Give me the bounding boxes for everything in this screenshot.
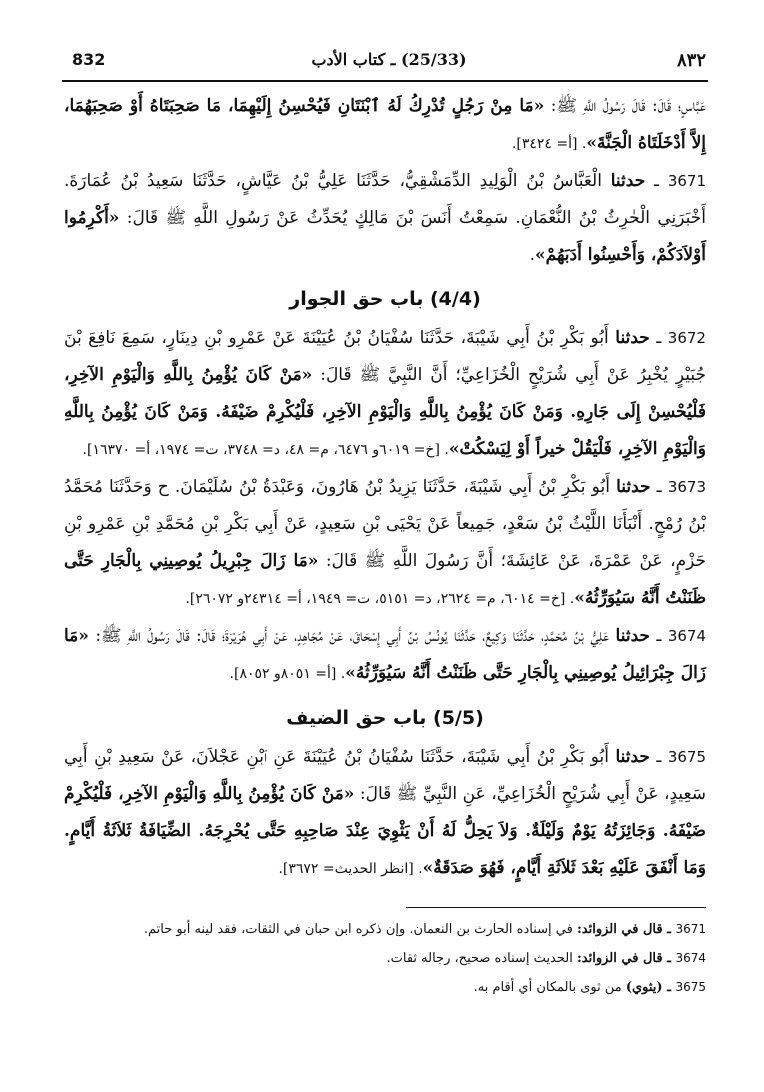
hadith-reference: . [خ= ٦٠١٤، م= ٢٦٢٤، د= ٥١٥١، ت= ١٩٤٩، أ= ٢٤٣١٤و ٢٦٠٧٢]. xyxy=(185,591,575,607)
hadith-3674 xyxy=(64,618,706,693)
hadith-quote: «مَا زَالَ جِبْرِيلُ يُوصِينِي بِالْجَارِ حَتَّى ظَنَنْتُ أَنَّهُ سَيُوَرِّثُهُ» xyxy=(64,551,706,608)
footnote-lead: ـ (يثوي) xyxy=(625,980,676,995)
hadith-reference: . [خ= ٦٠١٩و ٦٤٧٦، م= ٤٨، د= ٣٧٤٨، ت= ١٩٧٤، أ= ١٦٣٧٠]. xyxy=(82,442,449,458)
footnote-text: الحديث إسناده صحيح، رجاله ثقات. xyxy=(386,951,577,966)
page-number-arabic: ٨٣٢ xyxy=(676,50,706,71)
hadith-reference: . [أ= ٣٤٢٤]. xyxy=(511,136,587,152)
header-rule xyxy=(62,80,708,82)
footnote-number: 3675 xyxy=(675,980,706,994)
hadith-number: 3674 xyxy=(667,627,706,645)
hadith-isnad: أَبُو بَكْرِ بْنُ أَبِي شَيْبَةَ، حَدَّثَنَا يَزِيدُ بْنُ هَارُونَ، وَعَبْدَةُ بْنُ سُلَيْمَانَ. ح وَحَدَّثَنَا مُحَمَّدُ بْنُ رُمْحٍ. أَنْبَأَنَا اللَّيْثُ بْنُ سَعْدٍ، جَمِيعاً عَنْ يَحْيَى بْنِ سَعِيدٍ، عَنْ أَبِي بَكْرِ بْنِ مُحَمَّدِ بْنِ عَمْرِو بْنِ حَزْمٍ، عَنْ عَمْرَةَ، عَنْ عَائِشَةَ؛ أَنَّ رَسُولَ اللَّهِ ﷺ قَالَ: xyxy=(64,477,706,571)
hadith-dash: ـ xyxy=(649,328,668,348)
main-text xyxy=(64,88,706,888)
hadith-number: 3671 xyxy=(667,172,706,190)
hadith-isnad: أَبُو بَكْرِ بْنُ أَبِي شَيْبَةَ، حَدَّثَنَا سُفْيَانُ بْنُ عُيَيْنَةَ عَنْ عَمْرِو بْنِ دِينَارٍ، سَمِعَ نَافِعَ بْنَ جُبَيْرٍ يُخْبِرُ عَنْ أَبِي شُرَيْحٍ الْخُزَاعِيِّ؛ أَنَّ النَّبِيَّ ﷺ قَالَ: xyxy=(64,328,706,385)
haddathana-keyword: حدثنا xyxy=(615,626,651,646)
hadith-3675 xyxy=(64,739,706,888)
footnote-3675 xyxy=(64,973,706,1002)
hadith-number: 3672 xyxy=(667,329,706,347)
footnote-number: 3671 xyxy=(675,922,706,936)
haddathana-keyword: حدثنا xyxy=(616,477,651,497)
footnote-lead: ـ قال في الزوائد: xyxy=(576,922,676,937)
footnote-3671 xyxy=(64,915,706,944)
hadith-isnad: الْعَبَّاسُ بْنُ الْوَلِيدِ الدِّمَشْقِيُّ، حَدَّثَنَا عَلِيُّ بْنُ عَيَّاشٍ، حَدَّثَنَا سَعِيدُ بْنُ عُمَارَةَ. أَخْبَرَنِي الْحٰرِثُ بْنُ النُّعْمَانِ. سَمِعْتُ أَنَسَ بْنَ مَالِكٍ يُحَدِّثُ عَنْ رَسُولِ اللَّهِ ﷺ قَالَ: xyxy=(64,171,706,228)
hadith-intro: عَبَّاسٍ؛ قَالَ: قَالَ رَسُولُ اللَّهِ ﷺ: xyxy=(550,96,707,116)
hadith-reference: . [انظر الحديث= ٣٦٧٢]. xyxy=(278,861,423,877)
chapter-heading-dayf: (5/5) باب حق الضيف xyxy=(286,707,484,729)
footnotes xyxy=(64,915,706,1002)
page-header xyxy=(72,50,706,78)
haddathana-keyword: حدثنا xyxy=(615,747,650,767)
chapter-heading-jiwar: (4/4) باب حق الجوار xyxy=(289,288,481,310)
hadith-dash: ـ xyxy=(650,626,668,646)
hadith-reference: . [أ= ٨٠٥١و ٨٠٥٢]. xyxy=(229,666,346,682)
hadith-3673 xyxy=(64,469,706,618)
footnote-rule xyxy=(406,907,706,908)
hadith-3672 xyxy=(64,320,706,469)
footnote-3674 xyxy=(64,944,706,973)
running-title: (25/33) ـ كتاب الأدب xyxy=(311,50,467,69)
footnote-text: من ثوى بالمكان أي أقام به. xyxy=(473,980,626,995)
hadith-continuation xyxy=(64,88,706,163)
haddathana-keyword: حدثنا xyxy=(615,328,650,348)
footnote-lead: ـ قال في الزوائد: xyxy=(576,951,676,966)
hadith-dash: ـ xyxy=(650,477,668,497)
hadith-end: . xyxy=(529,245,536,265)
hadith-number: 3675 xyxy=(667,748,706,766)
hadith-quote: «مَنْ كَانَ يُؤْمِنُ بِاللَّهِ وَالْيَوْمِ الآخِرِ، فَلْيُكْرِمْ ضَيْفَهُ. وَجَائِزَتُهُ يَوْمٌ وَلَيْلَةٌ. وَلاَ يَحِلُّ لَهُ أَنْ يَثْوِيَ عِنْدَ صَاحِبِهِ حَتَّى يُحْرِجَهُ. الضِّيَافَةُ ثَلاَثَةُ أَيَّامٍ. وَمَا أَنْفَقَ عَلَيْهِ بَعْدَ ثَلاَثَةِ أَيَّامٍ، فَهُوَ صَدَقَةٌ» xyxy=(64,784,706,878)
hadith-isnad: أَبُو بَكْرِ بْنُ أَبِي شَيْبَةَ، حَدَّثَنَا سُفْيَانُ بْنُ عُيَيْنَةَ عَنِ ٱبْنِ عَجْلاَنَ، عَنْ سَعِيدِ بْنِ أَبِي سَعِيدٍ، عَنْ أَبِي شُرَيْحٍ الْخُزَاعِيِّ، عَنِ النَّبِيِّ ﷺ قَالَ: xyxy=(64,747,706,804)
hadith-isnad: عَلِيُّ بْنُ مُحَمَّدٍ، حَدَّثَنَا وَكِيعٌ، حَدَّثَنَا يُونُسُ بْنُ أَبِي إِسْحَاقَ، عَنْ مُجَاهِدٍ، عَنْ أَبِي هُرَيْرَةَ؛ قَالَ: قَالَ رَسُولُ اللَّهِ ﷺ: xyxy=(88,626,616,646)
haddathana-keyword: حدثنا xyxy=(610,171,646,191)
hadith-quote: «مَا مِنْ رَجُلٍ تُدْرِكُ لَهُ ٱبْنَتَانِ فَيُحْسِنُ إِلَيْهِمَا، مَا صَحِبَتَاهُ أَوْ صَحِبَهُمَا، إِلاَّ أَدْخَلَتَاهُ الْجَنَّةَ» xyxy=(64,96,706,153)
hadith-3671 xyxy=(64,163,706,274)
footnote-number: 3674 xyxy=(675,951,706,965)
hadith-quote: «أَكْرِمُوا أَوْلاَدَكُمْ، وَأَحْسِنُوا أَدَبَهُمْ» xyxy=(64,208,706,265)
hadith-dash: ـ xyxy=(649,747,668,767)
page-number-latin: 832 xyxy=(72,50,106,69)
hadith-number: 3673 xyxy=(667,478,706,496)
hadith-quote: «مَنْ كَانَ يُؤْمِنُ بِاللَّهِ وَالْيَوْمِ الآخِرِ، فَلْيُحْسِنْ إِلَى جَارِهِ. وَمَنْ كَانَ يُؤْمِنُ بِاللَّهِ وَالْيَوْمِ الآخِرِ، فَلْيُكْرِمْ ضَيْفَهُ. وَمَنْ كَانَ يُؤْمِنُ بِاللَّهِ وَالْيَوْمِ الآخِرِ، فَلْيَقُلْ خيراً أَوْ لِيَسْكُتْ» xyxy=(64,365,706,459)
footnote-text: في إسناده الحارث بن النعمان. وإن ذكره ابن حبان في الثقات، فقد لينه أبو حاتم. xyxy=(143,922,577,937)
hadith-quote: «مَا زَالَ جِبْرَائِيلُ يُوصِينِي بِالْجَارِ حَتَّى ظَنَنْتُ أَنَّهُ سَيُوَرِّثُهُ» xyxy=(64,626,706,683)
hadith-dash: ـ xyxy=(645,171,668,191)
